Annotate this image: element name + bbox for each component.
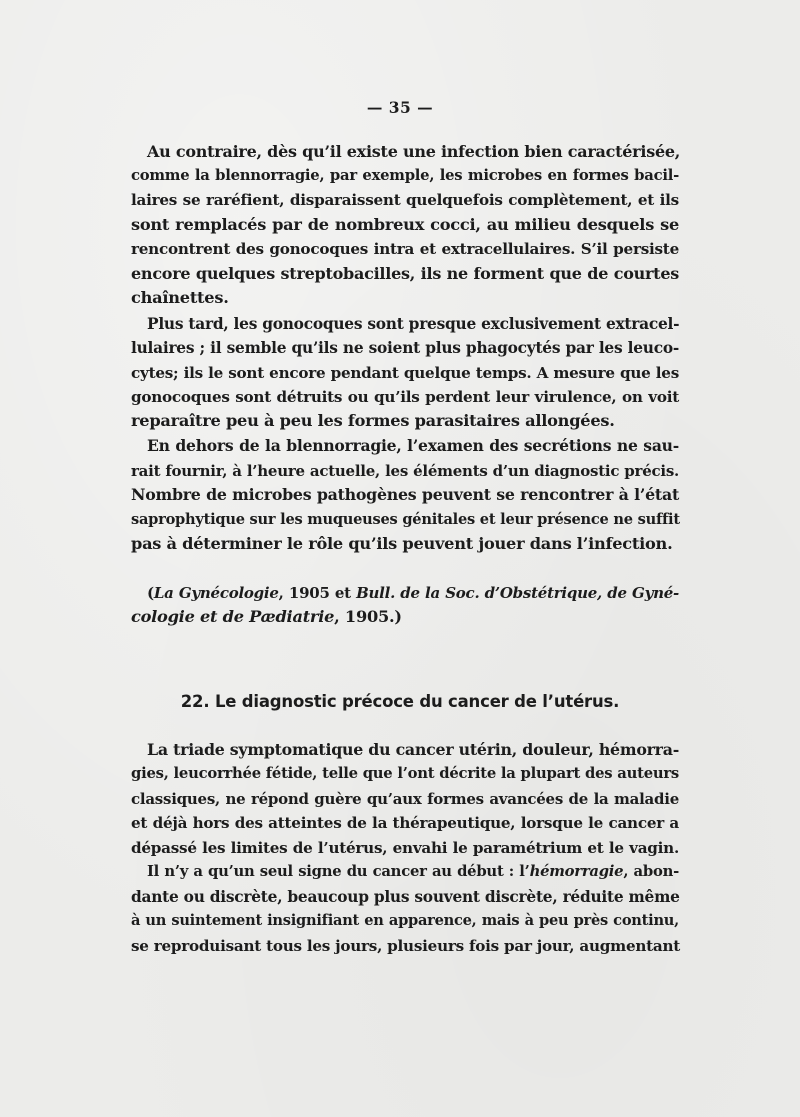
journal-title: Bull. de la Soc. d’Obstétrique, de Gyné- — [356, 584, 679, 602]
citation-text: , 1905 et — [278, 584, 357, 602]
text-line: Au contraire, dès qu’il existe une infection bien caractérisée, — [147, 142, 681, 161]
text-line: dépassé les limites de l’utérus, envahi le paramétrium et le vagin. — [131, 839, 679, 857]
text-line: reparaître peu à peu les formes parasitaires allongées. — [131, 411, 615, 430]
text-line: se reproduisant tous les jours, plusieurs fois par jour, augmentant — [131, 937, 681, 955]
text-line: laires se raréfient, disparaissent quelquefois complètement, et ils — [131, 191, 679, 209]
text-line: gies, leucorrhée fétide, telle que l’ont décrite la plupart des auteurs — [131, 765, 679, 782]
text-line: La triade symptomatique du cancer utérin, douleur, hémorra- — [147, 740, 680, 759]
text-line: saprophytique sur les muqueuses génitales et leur présence ne suffit — [131, 511, 680, 528]
text-line: sont remplacés par de nombreux cocci, au milieu desquels se — [131, 215, 679, 234]
citation-text: , 1905.) — [334, 607, 402, 626]
text-line: rencontrent des gonocoques intra et extracellulaires. S’il persiste — [131, 240, 679, 258]
emphasis: hémorragie — [529, 863, 624, 880]
text-run: , abon- — [623, 863, 679, 880]
text-line: gonocoques sont détruits ou qu’ils perdent leur virulence, on voit — [131, 388, 679, 406]
text-line: Plus tard, les gonocoques sont presque exclusivement extracel- — [147, 315, 680, 333]
text-line: dante ou discrète, beaucoup plus souvent discrète, réduite même — [131, 888, 680, 906]
text-line — [147, 862, 679, 882]
text-line: encore quelques streptobacilles, ils ne forment que de courtes — [131, 264, 679, 283]
text-line: Nombre de microbes pathogènes peuvent se rencontrer à l’état — [131, 485, 679, 504]
section-heading: 22. Le diagnostic précoce du cancer de l’utérus. — [180, 692, 620, 711]
text-line: cytes; ils le sont encore pendant quelque temps. A mesure que les — [131, 364, 679, 382]
citation-line — [147, 583, 679, 603]
text-line: comme la blennorragie, par exemple, les microbes en formes bacil- — [131, 167, 679, 184]
text-line: à un suintement insignifiant en apparence, mais à peu près continu, — [131, 912, 679, 929]
citation-open: ( — [147, 584, 154, 602]
journal-title: La Gynécologie — [153, 584, 279, 602]
text-line: En dehors de la blennorragie, l’examen des secrétions ne sau- — [147, 436, 679, 455]
text-line: rait fournir, à l’heure actuelle, les éléments d’un diagnostic précis. — [131, 462, 679, 480]
text-line: chaînettes. — [131, 288, 229, 307]
citation-line — [131, 607, 679, 627]
text-line: pas à déterminer le rôle qu’ils peuvent jouer dans l’infection. — [131, 534, 673, 553]
text-line: et déjà hors des atteintes de la thérapeutique, lorsque le cancer a — [131, 814, 679, 832]
text-line: classiques, ne répond guère qu’aux formes avancées de la maladie — [131, 790, 679, 808]
page-number: — 35 — — [366, 98, 434, 117]
text-run: Il n’y a qu’un seul signe du cancer au début : l’ — [147, 863, 530, 880]
journal-title: cologie et de Pædiatrie — [131, 607, 335, 626]
text-line: lulaires ; il semble qu’ils ne soient plus phagocytés par les leuco- — [131, 339, 679, 357]
